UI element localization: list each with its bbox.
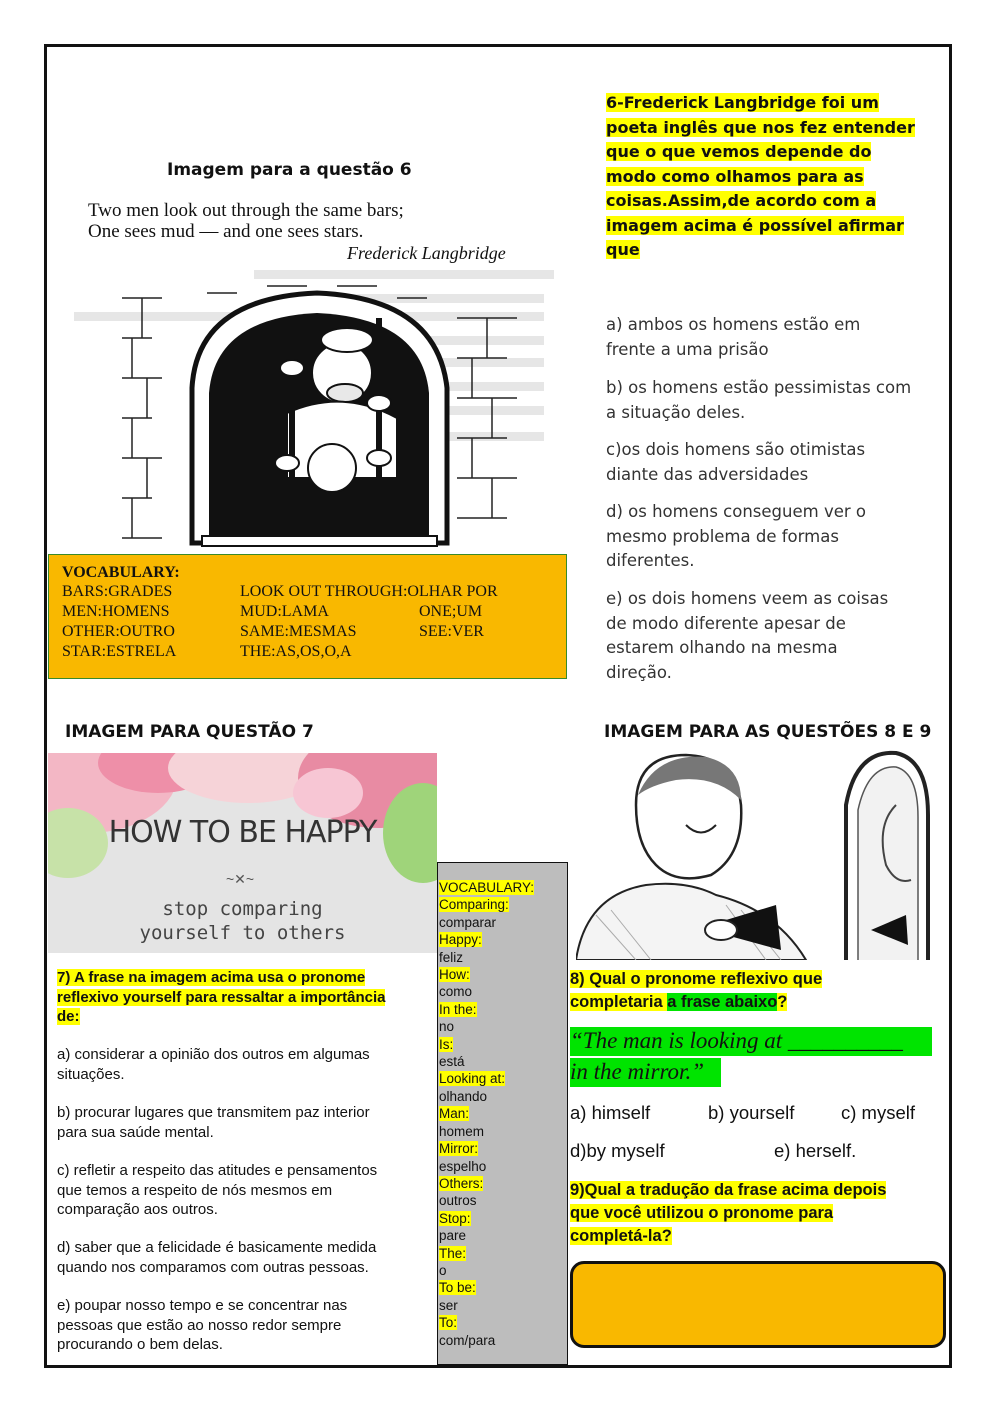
man-mirror-illustration <box>576 745 932 960</box>
option-line: b) procurar lugares que transmitem paz interior <box>57 1104 370 1121</box>
option-line: para sua saúde mental. <box>57 1123 214 1141</box>
q7-option-e[interactable] <box>57 1296 347 1355</box>
vocab-item: ONE;UM <box>419 603 483 620</box>
quote-author: Frederick Langbridge <box>347 243 506 263</box>
q6-question <box>606 91 915 263</box>
vocab-title: VOCABULARY: <box>62 564 180 581</box>
vocab-term: In the: <box>439 1001 477 1017</box>
q8-line-2-end: ? <box>777 993 788 1011</box>
vocab-meaning: o <box>439 1262 447 1278</box>
vocab-meaning: como <box>439 984 473 1000</box>
option-line: de modo diferente apesar de <box>606 613 846 633</box>
q7-option-c[interactable] <box>57 1161 377 1220</box>
q7-question <box>57 968 385 1027</box>
vocab-item: LOOK OUT THROUGH:OLHAR POR <box>240 583 498 600</box>
vocab-term: The: <box>439 1245 467 1261</box>
vocab-term: Is: <box>439 1036 454 1052</box>
option-line: diferentes. <box>606 551 695 570</box>
q6-option-b[interactable] <box>606 376 911 425</box>
q8-option-d[interactable]: d)by myself <box>570 1140 665 1161</box>
q7-option-a[interactable] <box>57 1045 370 1084</box>
vocab-meaning: feliz <box>439 949 464 965</box>
q6-line: modo como olhamos para as <box>606 166 864 186</box>
q6-line: imagem acima é possível afirmar <box>606 215 904 235</box>
q8-option-c[interactable]: c) myself <box>841 1102 915 1123</box>
vocab-title: VOCABULARY: <box>439 880 535 895</box>
q6-option-d[interactable] <box>606 500 866 574</box>
q6-image-heading: Imagem para a questão 6 <box>167 160 412 180</box>
prison-window-illustration <box>117 278 567 554</box>
option-line: direção. <box>606 662 672 682</box>
vocab-meaning: homem <box>439 1123 485 1139</box>
q8-line-2-green: a frase abaixo <box>667 993 778 1011</box>
vocab-term: Stop: <box>439 1210 471 1226</box>
vocab-term: To: <box>439 1315 458 1331</box>
option-line: e) poupar nosso tempo e se concentrar nas <box>57 1297 348 1314</box>
vocab-term: Looking at: <box>439 1071 506 1087</box>
vocab-term: Man: <box>439 1106 470 1122</box>
sentence-line-2: in the mirror.” <box>570 1059 704 1084</box>
q8-question <box>570 968 822 1014</box>
option-line: mesmo problema de formas <box>606 526 839 546</box>
q7-option-d[interactable] <box>57 1238 376 1277</box>
option-line: pessoas que estão ao nosso redor sempre <box>57 1316 342 1334</box>
vocab-meaning: olhando <box>439 1088 488 1104</box>
vocab-item: SAME:MESMAS <box>240 623 357 640</box>
q6-option-e[interactable] <box>606 587 888 685</box>
vocab-meaning: com/para <box>439 1332 496 1348</box>
sentence-line-1: “The man is looking at __________ <box>570 1028 903 1053</box>
q6-quote <box>88 200 404 242</box>
vocab-item: SEE:VER <box>419 623 484 640</box>
vocabulary-box-q6 <box>48 554 567 679</box>
q9-line: 9)Qual a tradução da frase acima depois <box>570 1181 887 1199</box>
poster-divider: ~✕~ <box>226 871 255 887</box>
q8-option-b[interactable]: b) yourself <box>708 1102 795 1123</box>
quote-line-1: Two men look out through the same bars; <box>88 200 404 221</box>
q9-line: completá-la? <box>570 1227 672 1245</box>
vocab-meaning: outros <box>439 1193 477 1209</box>
option-line: situações. <box>57 1065 125 1083</box>
poster-line-1: stop comparing <box>162 898 323 920</box>
vocab-meaning: espelho <box>439 1158 487 1174</box>
q8-image-heading: IMAGEM PARA AS QUESTÕES 8 E 9 <box>604 722 932 742</box>
option-line: comparação aos outros. <box>57 1201 218 1218</box>
vocab-meaning: no <box>439 1019 455 1035</box>
option-line: e) os dois homens veem as coisas <box>606 589 889 608</box>
option-line: a) ambos os homens estão em <box>606 315 861 334</box>
q6-line: poeta inglês que nos fez entender <box>606 117 915 137</box>
option-line: frente a uma prisão <box>606 339 769 359</box>
option-line: d) os homens conseguem ver o <box>606 502 866 521</box>
vocab-item: BARS:GRADES <box>62 583 173 600</box>
option-line: a) considerar a opinião dos outros em algumas <box>57 1046 370 1063</box>
q6-line: 6-Frederick Langbridge foi um <box>606 93 879 112</box>
q8-option-e[interactable]: e) herself. <box>774 1140 857 1161</box>
quote-line-2: One sees mud — and one sees stars. <box>88 221 364 242</box>
vocab-term: To be: <box>439 1280 476 1296</box>
q7-option-b[interactable] <box>57 1103 370 1142</box>
q8-option-a[interactable]: a) himself <box>570 1102 651 1123</box>
q7-line: de: <box>57 1008 80 1025</box>
option-line: quando nos comparamos com outras pessoas. <box>57 1258 369 1276</box>
vocab-term: Happy: <box>439 932 482 948</box>
option-line: a situação deles. <box>606 402 746 422</box>
q9-question <box>570 1179 886 1248</box>
q9-line: que você utilizou o pronome para <box>570 1204 834 1222</box>
q9-answer-box[interactable] <box>570 1261 946 1348</box>
how-to-be-happy-poster <box>48 753 437 953</box>
vocabulary-box-q7 <box>437 862 568 1365</box>
q7-line: 7) A frase na imagem acima usa o pronome <box>57 969 366 986</box>
q6-line: que o que vemos depende do <box>606 142 872 161</box>
vocab-meaning: ser <box>439 1297 458 1313</box>
q6-line: que <box>606 240 640 259</box>
q7-line: reflexivo yourself para ressaltar a importância <box>57 988 386 1006</box>
vocab-meaning: pare <box>439 1228 467 1244</box>
vocab-term: Comparing: <box>439 897 509 913</box>
q6-option-c[interactable] <box>606 438 865 487</box>
q8-sentence <box>570 1025 903 1087</box>
option-line: estarem olhando na mesma <box>606 638 838 657</box>
option-line: c)os dois homens são otimistas <box>606 440 866 459</box>
vocab-item: MEN:HOMENS <box>62 603 170 620</box>
option-line: procurando o bem delas. <box>57 1336 223 1353</box>
poster-title: HOW TO BE HAPPY <box>108 815 377 850</box>
vocab-term: How: <box>439 967 470 983</box>
option-line: b) os homens estão pessimistas com <box>606 378 912 397</box>
option-line: d) saber que a felicidade é basicamente medida <box>57 1239 377 1256</box>
vocab-item: MUD:LAMA <box>240 603 329 620</box>
vocab-item: THE:AS,OS,O,A <box>240 643 352 660</box>
option-line: diante das adversidades <box>606 464 809 484</box>
q8-line: 8) Qual o pronome reflexivo que <box>570 970 823 988</box>
option-line: c) refletir a respeito das atitudes e pensamentos <box>57 1162 378 1179</box>
vocab-item: STAR:ESTRELA <box>62 643 177 660</box>
q7-image-heading: IMAGEM PARA QUESTÃO 7 <box>65 722 314 742</box>
q6-line: coisas.Assim,de acordo com a <box>606 191 877 210</box>
q8-line-2-start: completaria <box>570 993 668 1011</box>
vocab-item: OTHER:OUTRO <box>62 623 175 640</box>
vocab-meaning: está <box>439 1054 465 1070</box>
vocab-term: Mirror: <box>439 1141 478 1157</box>
vocab-meaning: comparar <box>439 914 497 930</box>
frame-bottom-rule <box>44 1366 952 1368</box>
option-line: que temos a respeito de nós mesmos em <box>57 1181 333 1199</box>
vocab-term: Others: <box>439 1175 484 1191</box>
q6-option-a[interactable] <box>606 313 860 362</box>
poster-line-2: yourself to others <box>139 922 346 944</box>
